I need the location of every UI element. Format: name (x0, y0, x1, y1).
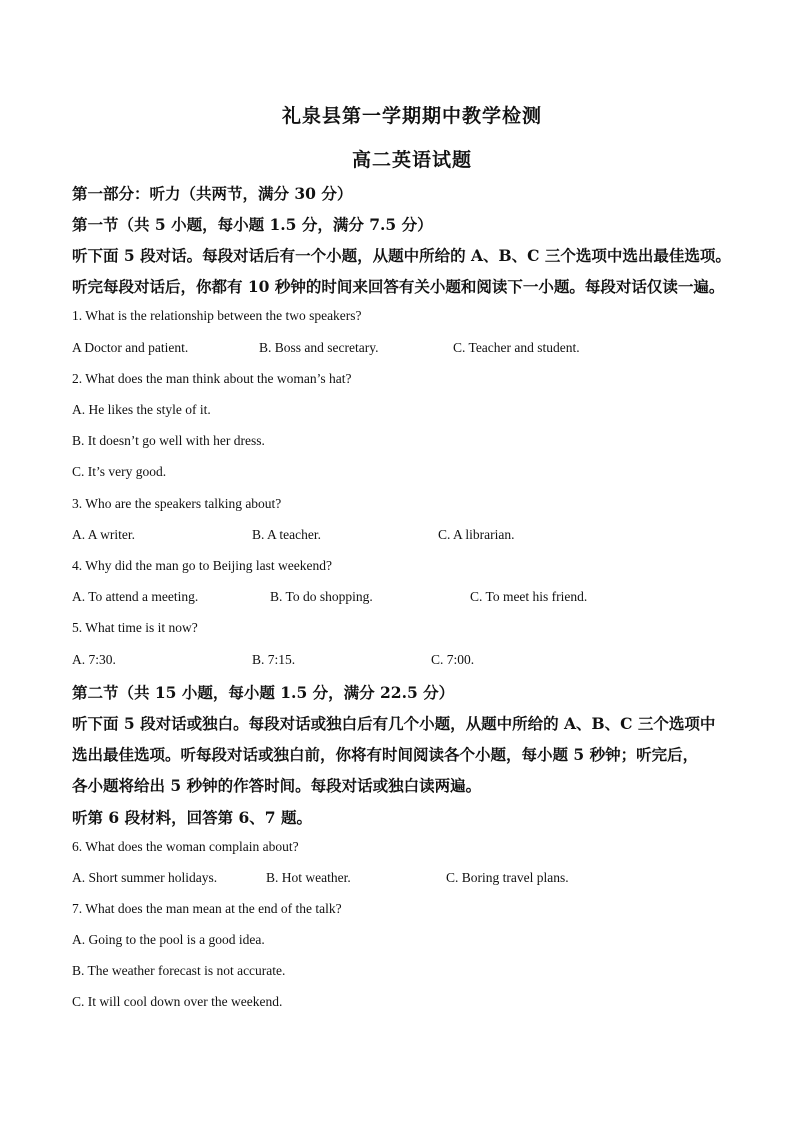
exam-title: 礼泉县第一学期期中教学检测 (281, 105, 542, 127)
section2-instruction-line: 听下面 5 段对话或独白。每段对话或独白后有几个小题，从题中所给的 A、B、C 三个选项中 (72, 714, 716, 733)
q2-option-c: C. It’s very good. (72, 464, 167, 479)
section1-instruction-line: 听下面 5 段对话。每段对话后有一个小题，从题中所给的 A、B、C 三个选项中选出最佳选项。 (72, 246, 731, 265)
q5-option-b: B. 7:15. (252, 652, 296, 667)
q7-option-b: B. The weather forecast is not accurate. (72, 963, 286, 978)
q3-option-c: C. A librarian. (438, 527, 515, 542)
q2-option-a: A. He likes the style of it. (72, 402, 211, 417)
question-1: 1. What is the relationship between the two speakers? (72, 308, 362, 323)
question-5: 5. What time is it now? (72, 620, 198, 635)
question-6: 6. What does the woman complain about? (72, 839, 299, 854)
q5-option-c: C. 7:00. (431, 652, 475, 667)
q7-option-a: A. Going to the pool is a good idea. (72, 932, 265, 947)
q7-option-c: C. It will cool down over the weekend. (72, 994, 283, 1009)
q5-option-a: A. 7:30. (72, 652, 116, 667)
q1-option-c: C. Teacher and student. (453, 340, 580, 355)
q4-option-c: C. To meet his friend. (470, 589, 588, 604)
q2-option-b: B. It doesn’t go well with her dress. (72, 433, 265, 448)
q3-option-a: A. A writer. (72, 527, 135, 542)
q6-option-a: A. Short summer holidays. (72, 870, 218, 885)
exam-subtitle: 高二英语试题 (351, 149, 472, 171)
section2-instruction-line: 选出最佳选项。听每段对话或独白前，你将有时间阅读各个小题，每小题 5 秒钟；听完后， (72, 745, 699, 764)
part1-heading: 第一部分：听力（共两节，满分 30 分） (72, 184, 353, 203)
q4-option-a: A. To attend a meeting. (72, 589, 199, 604)
q1-option-b: B. Boss and secretary. (259, 340, 379, 355)
section2-heading: 第二节（共 15 小题，每小题 1.5 分，满分 22.5 分） (72, 683, 455, 702)
q6-option-b: B. Hot weather. (266, 870, 351, 885)
question-3: 3. Who are the speakers talking about? (72, 496, 282, 511)
section1-heading: 第一节（共 5 小题，每小题 1.5 分，满分 7.5 分） (72, 215, 433, 234)
question-2: 2. What does the man think about the woman’s hat? (72, 371, 352, 386)
q4-option-b: B. To do shopping. (270, 589, 373, 604)
material-note: 听第 6 段材料，回答第 6、7 题。 (72, 808, 312, 827)
question-4: 4. Why did the man go to Beijing last weekend? (72, 558, 332, 573)
section1-instruction-line: 听完每段对话后，你都有 10 秒钟的时间来回答有关小题和阅读下一小题。每段对话仅读一遍。 (72, 277, 725, 296)
q3-option-b: B. A teacher. (252, 527, 321, 542)
q1-option-a: A Doctor and patient. (72, 340, 189, 355)
section2-instruction-line: 各小题将给出 5 秒钟的作答时间。每段对话或独白读两遍。 (72, 776, 482, 795)
q6-option-c: C. Boring travel plans. (446, 870, 569, 885)
question-7: 7. What does the man mean at the end of the talk? (72, 901, 342, 916)
